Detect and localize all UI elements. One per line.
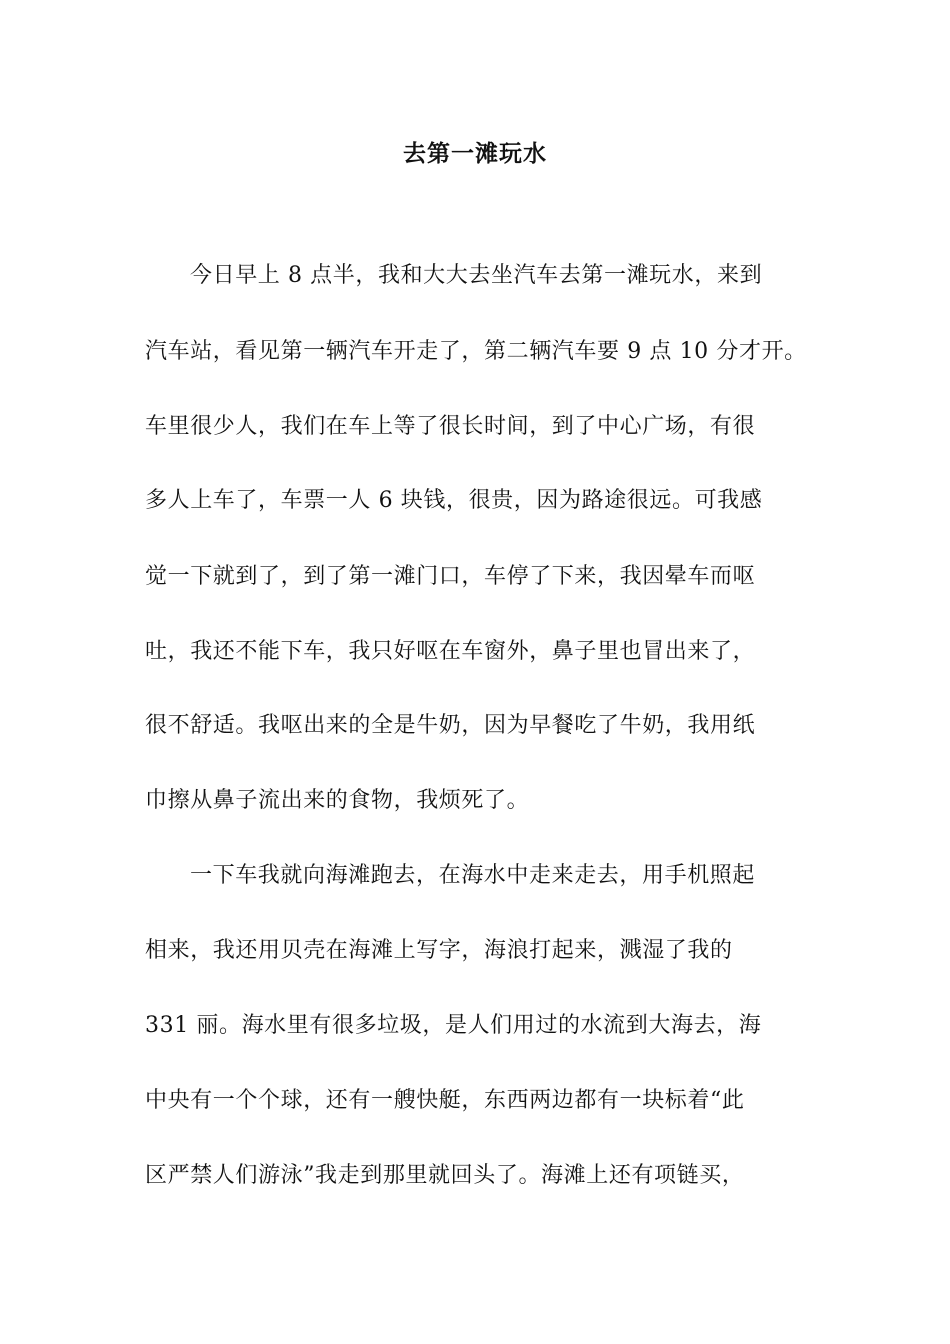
paragraph-1-line-7: 很不舒适。我呕出来的全是牛奶，因为早餐吃了牛奶，我用纸 xyxy=(145,713,756,738)
paragraph-1-line-1: 今日早上 8 点半，我和大大去坐汽车去第一滩玩水，来到 xyxy=(190,263,763,288)
paragraph-1-line-4: 多人上车了，车票一人 6 块钱，很贵，因为路途很远。可我感 xyxy=(145,488,763,513)
paragraph-1-line-5: 觉一下就到了，到了第一滩门口，车停了下来，我因晕车而呕 xyxy=(145,564,756,589)
paragraph-2-line-2: 相来，我还用贝壳在海滩上写字，海浪打起来，溅湿了我的 xyxy=(145,938,733,963)
paragraph-2-line-1: 一下车我就向海滩跑去，在海水中走来走去，用手机照起 xyxy=(190,863,756,888)
document-title: 去第一滩玩水 xyxy=(403,141,547,167)
paragraph-1-line-8: 巾擦从鼻子流出来的食物，我烦死了。 xyxy=(145,788,530,813)
paragraph-1-line-2: 汽车站，看见第一辆汽车开走了，第二辆汽车要 9 点 10 分才开。 xyxy=(145,339,807,364)
paragraph-2-line-3: 331 丽。海水里有很多垃圾，是人们用过的水流到大海去，海 xyxy=(145,1013,762,1038)
paragraph-1-line-6: 吐，我还不能下车，我只好呕在车窗外，鼻子里也冒出来了， xyxy=(145,639,756,664)
paragraph-2-line-5: 区严禁人们游泳”我走到那里就回头了。海滩上还有项链买， xyxy=(145,1163,745,1188)
paragraph-2-line-4: 中央有一个个球，还有一艘快艇，东西两边都有一块标着“此 xyxy=(145,1088,745,1113)
paragraph-1-line-3: 车里很少人，我们在车上等了很长时间，到了中心广场，有很 xyxy=(145,414,756,439)
